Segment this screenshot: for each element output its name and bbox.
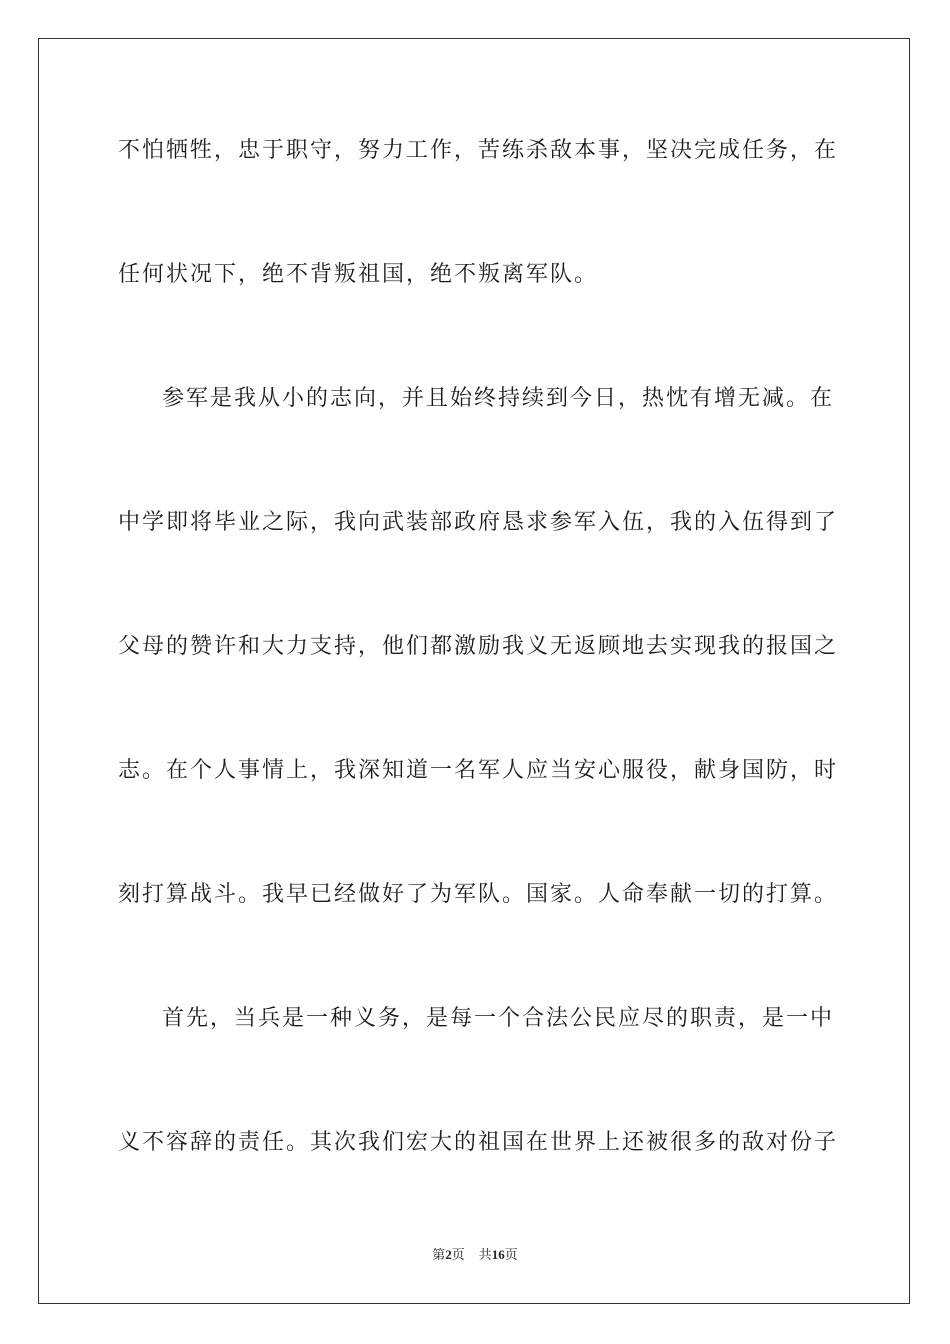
text-line-2: 任何状况下，绝不背叛祖国，绝不叛离军队。 bbox=[118, 262, 599, 287]
text-line-1: 不怕牺牲，忠于职守，努力工作，苦练杀敌本事，坚决完成任务，在 bbox=[118, 138, 839, 163]
paragraph-3-first-line: 首先，当兵是一种义务，是每一个合法公民应尽的职责，是一中 bbox=[162, 1006, 835, 1031]
text-line-9: 义不容辞的责任。其次我们宏大的祖国在世界上还被很多的敌对份子 bbox=[118, 1130, 839, 1155]
page-border bbox=[38, 38, 910, 1304]
text-line-4: 中学即将毕业之际，我向武装部政府恳求参军入伍，我的入伍得到了 bbox=[118, 510, 839, 535]
page-footer bbox=[0, 1246, 950, 1264]
page-prefix: 第 bbox=[432, 1247, 446, 1262]
total-prefix: 共 bbox=[478, 1247, 492, 1262]
total-suffix: 页 bbox=[504, 1247, 518, 1262]
text-line-5: 父母的赞许和大力支持，他们都激励我义无返顾地去实现我的报国之 bbox=[118, 634, 839, 659]
total-pages: 16 bbox=[491, 1247, 505, 1262]
paragraph-2-first-line: 参军是我从小的志向，并且始终持续到今日，热忱有增无减。在 bbox=[162, 386, 835, 411]
text-line-7: 刻打算战斗。我早已经做好了为军队。国家。人命奉献一切的打算。 bbox=[118, 882, 839, 907]
page-number: 2 bbox=[445, 1247, 452, 1262]
text-line-6: 志。在个人事情上，我深知道一名军人应当安心服役，献身国防，时 bbox=[118, 758, 839, 783]
page-suffix: 页 bbox=[451, 1247, 465, 1262]
